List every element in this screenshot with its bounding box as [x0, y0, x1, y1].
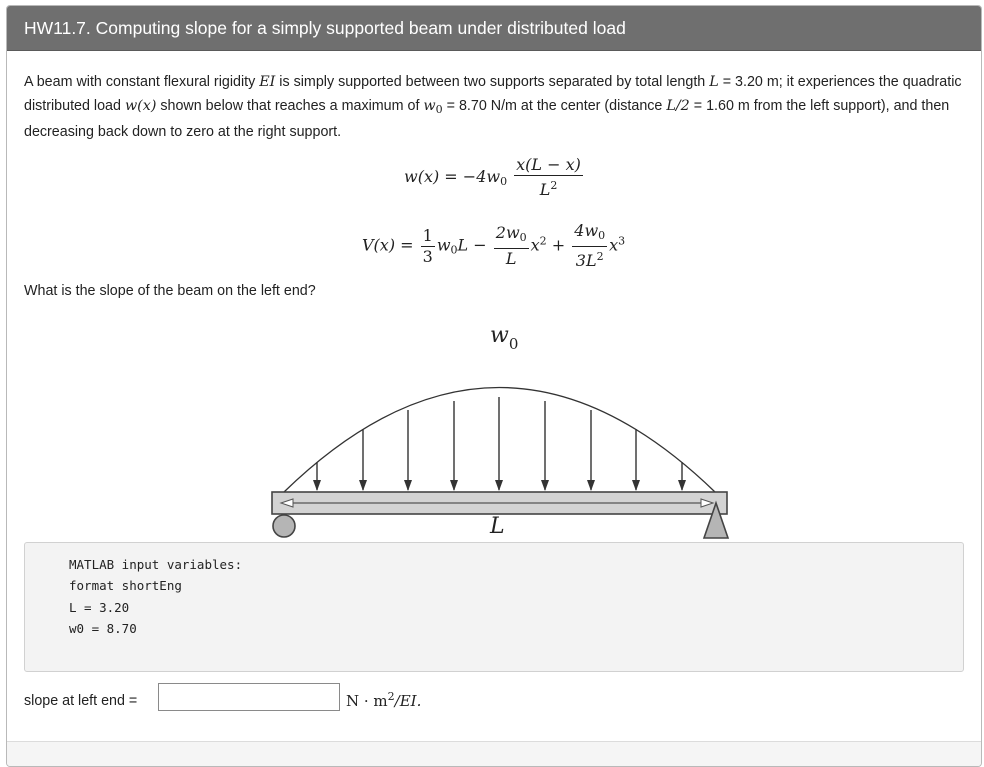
dimension-arrow-right	[701, 499, 713, 507]
eq-den: L	[505, 249, 517, 268]
problem-text: = 3.20 m; it experiences the quadratic distributed load	[24, 74, 962, 114]
eq-num: 1	[422, 225, 433, 245]
eq-sub: 0	[450, 243, 458, 257]
math-wx: w(x)	[124, 97, 157, 114]
arrow-head	[450, 480, 458, 491]
eq-sup: 3	[618, 234, 626, 248]
problem-text: = 1.60 m from the left support), and then decreasing back down to zero at the right support.	[24, 97, 950, 140]
eq-num: 2w	[495, 223, 520, 242]
eq-text: V(x) =	[362, 235, 414, 255]
eq-text: +	[551, 235, 566, 255]
code-line: L = 3.20	[69, 600, 130, 615]
eq-fraction	[572, 221, 607, 271]
arrow-heads	[313, 480, 686, 491]
code-line: MATLAB input variables:	[69, 557, 243, 572]
problem-statement	[24, 71, 964, 145]
matlab-code-box	[24, 542, 964, 672]
code-line: format shortEng	[69, 578, 182, 593]
eq-fraction	[514, 155, 583, 200]
arrow-head	[541, 480, 549, 491]
eq-sup: 2	[550, 179, 558, 192]
arrow-head	[359, 480, 367, 491]
eq-den: 3L	[575, 251, 597, 270]
eq-text: w	[436, 235, 451, 255]
eq-text: L −	[457, 235, 487, 255]
eq-sup: 2	[596, 250, 604, 263]
eq-text: x	[530, 235, 540, 255]
eq-fraction	[421, 226, 435, 267]
question-card	[6, 5, 982, 767]
eq-text: w(x) = −4w	[404, 167, 501, 186]
math-ei: EI	[259, 74, 276, 90]
eq-num: 4w	[574, 221, 599, 240]
length-label: L	[490, 514, 505, 539]
problem-text: shown below that reaches a maximum of	[156, 97, 424, 114]
load-label: $w_0$	[490, 323, 519, 353]
problem-text: A beam with constant flexural rigidity	[24, 74, 260, 90]
math-l-half: L/2	[666, 97, 690, 114]
card-footer	[7, 741, 981, 767]
eq-num: x(L − x)	[516, 155, 581, 174]
eq-sub: 0	[598, 229, 606, 242]
eq-den: 3	[422, 246, 433, 266]
problem-text: = 8.70 N/m at the center (distance	[442, 97, 667, 114]
answer-label: slope at left end =	[24, 693, 138, 709]
arrow-head	[404, 480, 412, 491]
arrow-head	[632, 480, 640, 491]
question-body	[7, 51, 981, 766]
question-text: What is the slope of the beam on the left end?	[24, 283, 316, 299]
equation-w	[404, 155, 585, 200]
arrow-head	[587, 480, 595, 491]
eq-text: x	[609, 235, 619, 255]
dimension-arrow-left	[281, 499, 293, 507]
equation-v	[362, 221, 625, 271]
eq-sub: 0	[500, 175, 508, 188]
arrow-head	[678, 480, 686, 491]
length-dimension	[277, 491, 727, 541]
arrow-head	[313, 480, 321, 491]
answer-units: $N \cdot m^2/EI$.	[346, 690, 422, 710]
load-arrows	[317, 397, 682, 490]
arrow-head	[495, 480, 503, 491]
problem-text: is simply supported between two supports separated by total length	[275, 74, 710, 90]
slope-answer-input[interactable]	[158, 683, 340, 711]
eq-den: L	[539, 180, 551, 199]
math-l: L	[709, 74, 719, 90]
code-line: w0 = 8.70	[69, 621, 137, 636]
math-w0: w	[423, 97, 436, 114]
math-w0-sub: 0	[435, 102, 443, 116]
eq-sub: 0	[519, 231, 527, 244]
eq-sup: 2	[539, 234, 547, 248]
eq-fraction	[494, 223, 529, 269]
question-title: HW11.7. Computing slope for a simply supported beam under distributed load	[7, 6, 981, 51]
